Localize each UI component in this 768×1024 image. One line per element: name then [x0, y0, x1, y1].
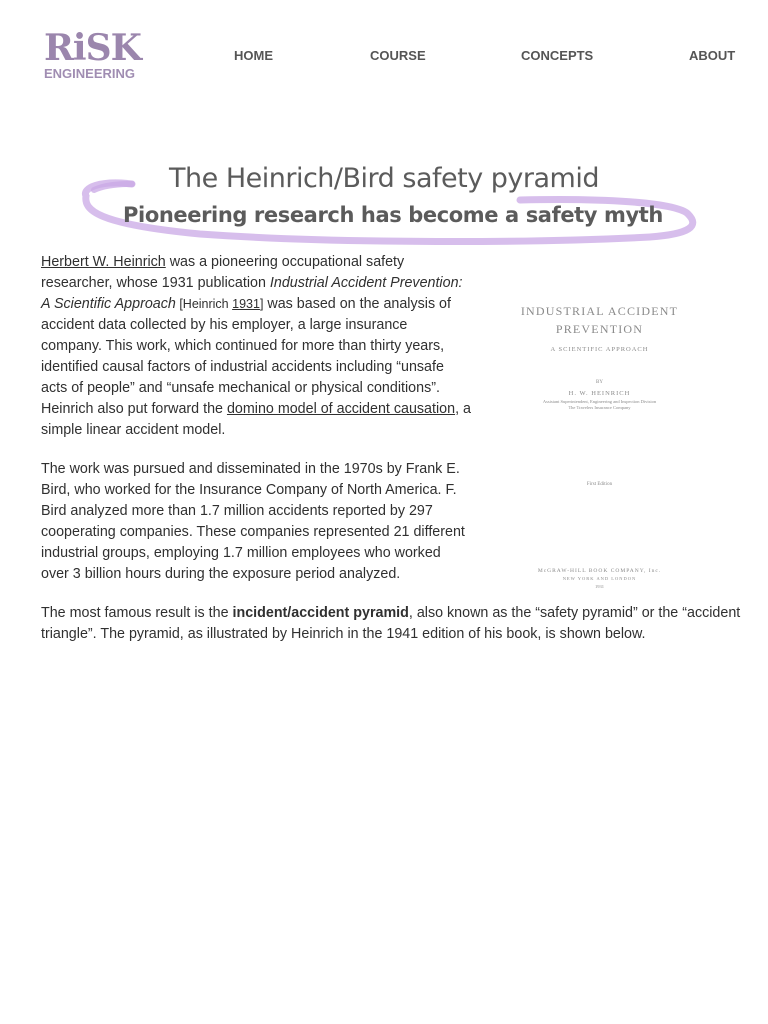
book-cover-image — [492, 300, 707, 600]
cover-title-line2: PREVENTION — [555, 322, 644, 336]
cover-by: BY — [596, 380, 603, 385]
pyramid-term: incident/accident pyramid — [232, 605, 409, 621]
page-title: The Heinrich/Bird safety pyramid — [169, 163, 599, 195]
citation-link[interactable]: 1931 — [232, 297, 260, 311]
nav-course[interactable]: COURSE — [370, 48, 426, 63]
cover-author: H. W. HEINRICH — [568, 390, 631, 397]
cover-subtitle: A SCIENTIFIC APPROACH — [550, 346, 649, 353]
p3-text-1: The most famous result is the — [41, 605, 233, 621]
cover-author-role: Assistant Superintendent, Engineering and Inspection Division — [542, 399, 657, 404]
cover-publisher: McGRAW-HILL BOOK COMPANY, Inc. — [537, 568, 662, 574]
hero-header — [0, 140, 768, 250]
nav-home[interactable]: HOME — [234, 48, 273, 63]
cover-edition: First Edition — [586, 482, 613, 487]
p3-text-2: , also known as the “safety pyramid” or the “accident triangle”. The pyramid, as illustrated by Heinrich in the 1941 edition of his book, is shown below. — [41, 605, 741, 642]
logo-subtitle: ENGINEERING — [44, 66, 136, 81]
book-title: Industrial Accident Prevention: A Scientific Approach — [41, 275, 463, 312]
nav-about[interactable]: ABOUT — [689, 48, 736, 63]
p1-text-3: , a simple linear accident model. — [41, 401, 471, 438]
p1-text-2: was based on the analysis of accident data collected by his employer, a large insurance company. This work, which continued for more than thirty years, identified causal factors of industrial accidents including “unsafe acts of people” and “unsafe mechanical or physical conditions”. Heinrich also put forward the — [41, 296, 451, 417]
paragraph-3 — [41, 603, 741, 645]
paragraph-2: The work was pursued and disseminated in the 1970s by Frank E. Bird, who worked for the Insurance Company of North America. F. Bird analyzed more than 1.7 million accidents reported by 297 cooperating companies. These companies represented 21 different industrial groups, employing 1.7 million employees who worked over 3 billion hours during the exposure period analyzed. — [41, 461, 465, 582]
citation-close: ] — [259, 297, 264, 311]
link-heinrich[interactable]: Herbert W. Heinrich — [41, 254, 166, 270]
citation-open: [Heinrich — [175, 297, 233, 311]
paragraph-1 — [41, 252, 471, 441]
cover-location: NEW YORK AND LONDON — [562, 576, 637, 581]
logo-wordmark: RiSK — [44, 27, 141, 69]
cover-author-company: The Travelers Insurance Company — [568, 405, 631, 410]
nav-concepts[interactable]: CONCEPTS — [521, 48, 594, 63]
page-subtitle: Pioneering research has become a safety myth — [123, 203, 663, 228]
link-domino-model[interactable]: domino model of accident causation — [226, 401, 456, 417]
p1-text-1: was a pioneering occupational safety researcher, whose 1931 publication — [41, 254, 405, 291]
main-nav — [0, 48, 768, 68]
cover-year: 1931 — [595, 584, 604, 589]
cover-title-line1: INDUSTRIAL ACCIDENT — [520, 304, 679, 318]
